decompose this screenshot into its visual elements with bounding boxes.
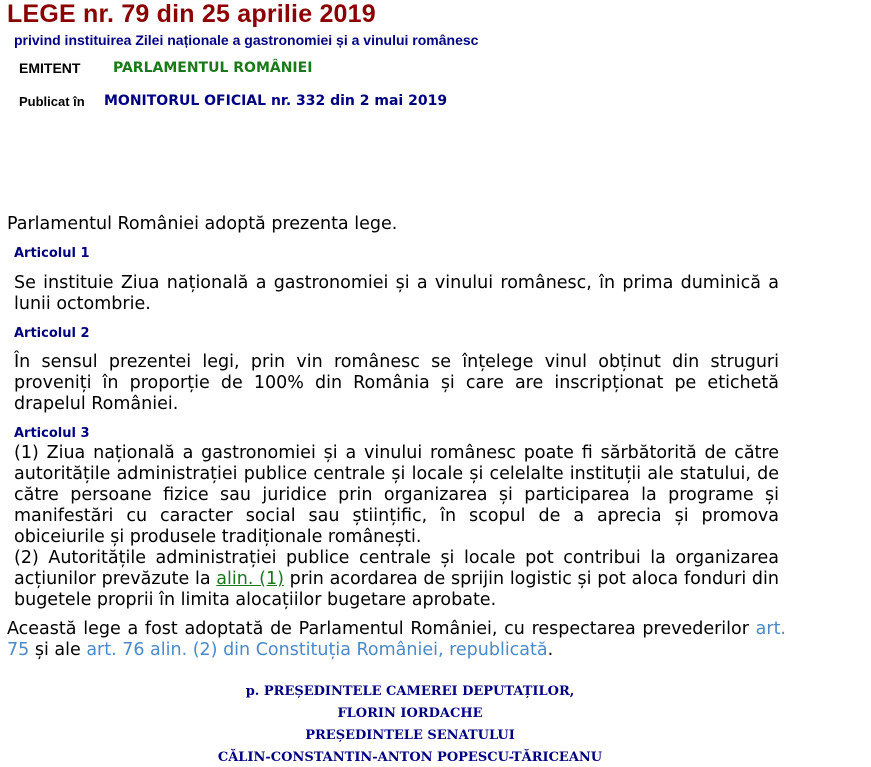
publicat-value: MONITORUL OFICIAL nr. 332 din 2 mai 2019 <box>104 93 448 109</box>
article-1-heading: Articolul 1 <box>14 246 90 261</box>
signature-title-1: p. PREȘEDINTELE CAMEREI DEPUTAȚILOR, <box>245 684 575 699</box>
document-title: LEGE nr. 79 din 25 aprilie 2019 <box>7 0 376 28</box>
art-75-link[interactable]: art. 75 <box>7 619 786 660</box>
article-3-heading: Articolul 3 <box>14 426 90 441</box>
intro-text: Parlamentul României adoptă prezenta lege. <box>7 214 398 234</box>
article-3-paragraph-2-rest: prin acordarea de sprijin logistic și pot aloca fonduri din bugetele proprii în limita alocațiilor bugetare aprobate. <box>14 569 779 610</box>
signature-title-2: PREȘEDINTELE SENATULUI <box>305 728 515 743</box>
art-76-constitution-link[interactable]: art. 76 alin. (2) din Constituția României, republicată <box>86 640 548 660</box>
document-subtitle: privind instituirea Zilei naționale a gastronomiei și a vinului românesc <box>14 32 479 48</box>
article-3-paragraph-2-text: (2) Autoritățile administrației publice centrale și locale pot contribui la organizarea acțiunilor prevăzute la <box>14 548 779 589</box>
article-2-text: În sensul prezentei legi, prin vin românesc se înțelege vinul obținut din struguri proveniți în proporție de 100% din România și care are inscripționat pe etichetă drapelul României. <box>14 352 779 414</box>
article-3-paragraph-2 <box>14 548 779 611</box>
emitent-value: PARLAMENTUL ROMÂNIEI <box>113 60 313 76</box>
closing-text-start: Această lege a fost adoptată de Parlamentul României, cu respectarea prevederilor <box>7 619 756 639</box>
closing-text-middle: și ale <box>29 640 87 660</box>
alin-1-link[interactable]: alin. (1) <box>216 569 284 589</box>
article-2-heading: Articolul 2 <box>14 326 90 341</box>
closing-text-end: . <box>547 640 554 660</box>
closing-text <box>7 619 786 661</box>
article-1-text: Se instituie Ziua națională a gastronomiei și a vinului românesc, în prima duminică a lunii octombrie. <box>14 273 779 314</box>
publicat-label: Publicat în <box>19 94 85 109</box>
article-3-paragraph-1: (1) Ziua națională a gastronomiei și a vinului românesc poate fi sărbătorită de către autoritățile administrației publice centrale și locale și celelalte instituții ale statului, de către persoane fizice sau juridice prin organizarea și participarea la programe și manifestări cu caracter social sau științific, în scopul de a aprecia și promova obiceiurile și produsele tradiționale românești. <box>14 443 779 547</box>
signature-name-2: CĂLIN-CONSTANTIN-ANTON POPESCU-TĂRICEANU <box>217 750 603 765</box>
signature-name-1: FLORIN IORDACHE <box>337 706 483 721</box>
emitent-label: EMITENT <box>19 60 81 76</box>
